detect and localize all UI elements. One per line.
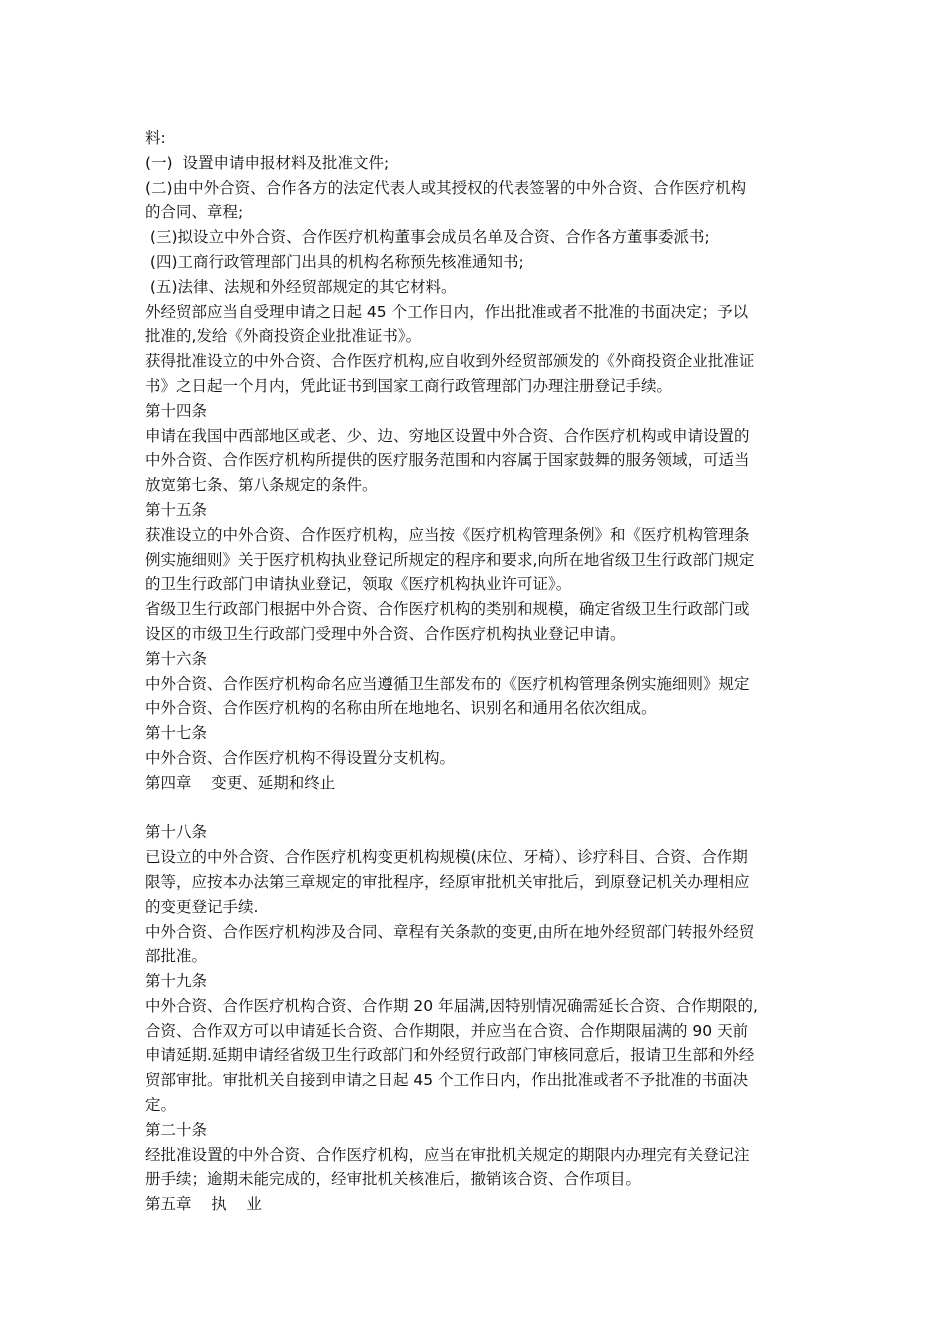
paragraph-line: 获准设立的中外合资、合作医疗机构，应当按《医疗机构管理条例》和《医疗机构管理条 bbox=[145, 525, 750, 544]
list-item: (一) 设置申请申报材料及批准文件; bbox=[145, 153, 390, 172]
paragraph-line: 贸部审批。审批机关自接到申请之日起 45 个工作日内，作出批准或者不予批准的书面决 bbox=[145, 1071, 749, 1090]
paragraph-line: 设区的市级卫生行政部门受理中外合资、合作医疗机构执业登记申请。 bbox=[145, 624, 626, 643]
paragraph-line: 申请延期.延期申请经省级卫生行政部门和外经贸行政部门审核同意后，报请卫生部和外经 bbox=[145, 1046, 755, 1065]
chapter-heading: 第四章 变更、延期和终止 bbox=[145, 773, 336, 792]
paragraph-line: 放宽第七条、第八条规定的条件。 bbox=[145, 476, 378, 495]
paragraph-line: 已设立的中外合资、合作医疗机构变更机构规模(床位、牙椅）、诊疗科目、合资、合作期 bbox=[145, 848, 748, 867]
paragraph-line: 省级卫生行政部门根据中外合资、合作医疗机构的类别和规模，确定省级卫生行政部门或 bbox=[145, 600, 750, 619]
article-heading: 第十四条 bbox=[145, 401, 208, 420]
blank-line bbox=[145, 796, 813, 821]
paragraph-line: 中外合资、合作医疗机构所提供的医疗服务范围和内容属于国家鼓舞的服务领域，可适当 bbox=[145, 451, 750, 470]
article-heading: 第十六条 bbox=[145, 649, 208, 668]
paragraph-line: 的卫生行政部门申请执业登记，领取《医疗机构执业许可证》。 bbox=[145, 575, 572, 594]
text-line: 料: bbox=[145, 129, 166, 147]
paragraph-line: 中外合资、合作医疗机构命名应当遵循卫生部发布的《医疗机构管理条例实施细则》规定 bbox=[145, 674, 750, 693]
paragraph-line: 册手续；逾期未能完成的，经审批机关核准后，撤销该合资、合作项目。 bbox=[145, 1170, 642, 1189]
chapter-heading: 第五章 执 业 bbox=[145, 1195, 262, 1214]
paragraph-line: 限等，应按本办法第三章规定的审批程序，经原审批机关审批后，到原登记机关办理相应 bbox=[145, 872, 750, 891]
paragraph-line: 中外合资、合作医疗机构涉及合同、章程有关条款的变更,由所在地外经贸部门转报外经贸 bbox=[145, 922, 755, 941]
paragraph-line: 定。 bbox=[145, 1096, 177, 1115]
paragraph-line: 部批准。 bbox=[145, 947, 208, 966]
paragraph-line: 外经贸部应当自受理申请之日起 45 个工作日内，作出批准或者不批准的书面决定；予以 bbox=[145, 302, 749, 321]
article-heading: 第十五条 bbox=[145, 500, 208, 519]
paragraph-line: 例实施细则》关于医疗机构执业登记所规定的程序和要求,向所在地省级卫生行政部门规定 bbox=[145, 550, 755, 569]
article-heading: 第十七条 bbox=[145, 724, 208, 743]
list-item: (五)法律、法规和外经贸部规定的其它材料。 bbox=[145, 277, 457, 296]
article-heading: 第十八条 bbox=[145, 823, 208, 842]
paragraph-line: 中外合资、合作医疗机构的名称由所在地地名、识别名和通用名依次组成。 bbox=[145, 699, 657, 718]
paragraph-line: 申请在我国中西部地区或老、少、边、穷地区设置中外合资、合作医疗机构或申请设置的 bbox=[145, 426, 750, 445]
article-heading: 第十九条 bbox=[145, 972, 208, 991]
paragraph-line: 获得批准设立的中外合资、合作医疗机构,应自收到外经贸部颁发的《外商投资企业批准证 bbox=[145, 352, 755, 371]
paragraph-line: 合资、合作双方可以申请延长合资、合作期限，并应当在合资、合作期限届满的 90 天前 bbox=[145, 1021, 749, 1040]
text-line: 的合同、章程; bbox=[145, 203, 244, 222]
paragraph-line: 书》之日起一个月内，凭此证书到国家工商行政管理部门办理注册登记手续。 bbox=[145, 376, 673, 395]
article-heading: 第二十条 bbox=[145, 1120, 208, 1139]
list-item: (三)拟设立中外合资、合作医疗机构董事会成员名单及合资、合作各方董事委派书; bbox=[145, 228, 710, 247]
paragraph-line: 中外合资、合作医疗机构不得设置分支机构。 bbox=[145, 748, 456, 767]
paragraph-line: 的变更登记手续. bbox=[145, 897, 259, 916]
list-item: (二)由中外合资、合作各方的法定代表人或其授权的代表签署的中外合资、合作医疗机构 bbox=[145, 178, 747, 197]
document-page bbox=[145, 126, 813, 1217]
paragraph-line: 经批准设置的中外合资、合作医疗机构，应当在审批机关规定的期限内办理完有关登记注 bbox=[145, 1145, 750, 1164]
paragraph-line: 中外合资、合作医疗机构合资、合作期 20 年届满,因特别情况确需延长合资、合作期限的, bbox=[145, 996, 758, 1015]
list-item: (四)工商行政管理部门出具的机构名称预先核准通知书; bbox=[145, 252, 524, 271]
paragraph-line: 批准的,发给《外商投资企业批准证书》。 bbox=[145, 327, 422, 346]
